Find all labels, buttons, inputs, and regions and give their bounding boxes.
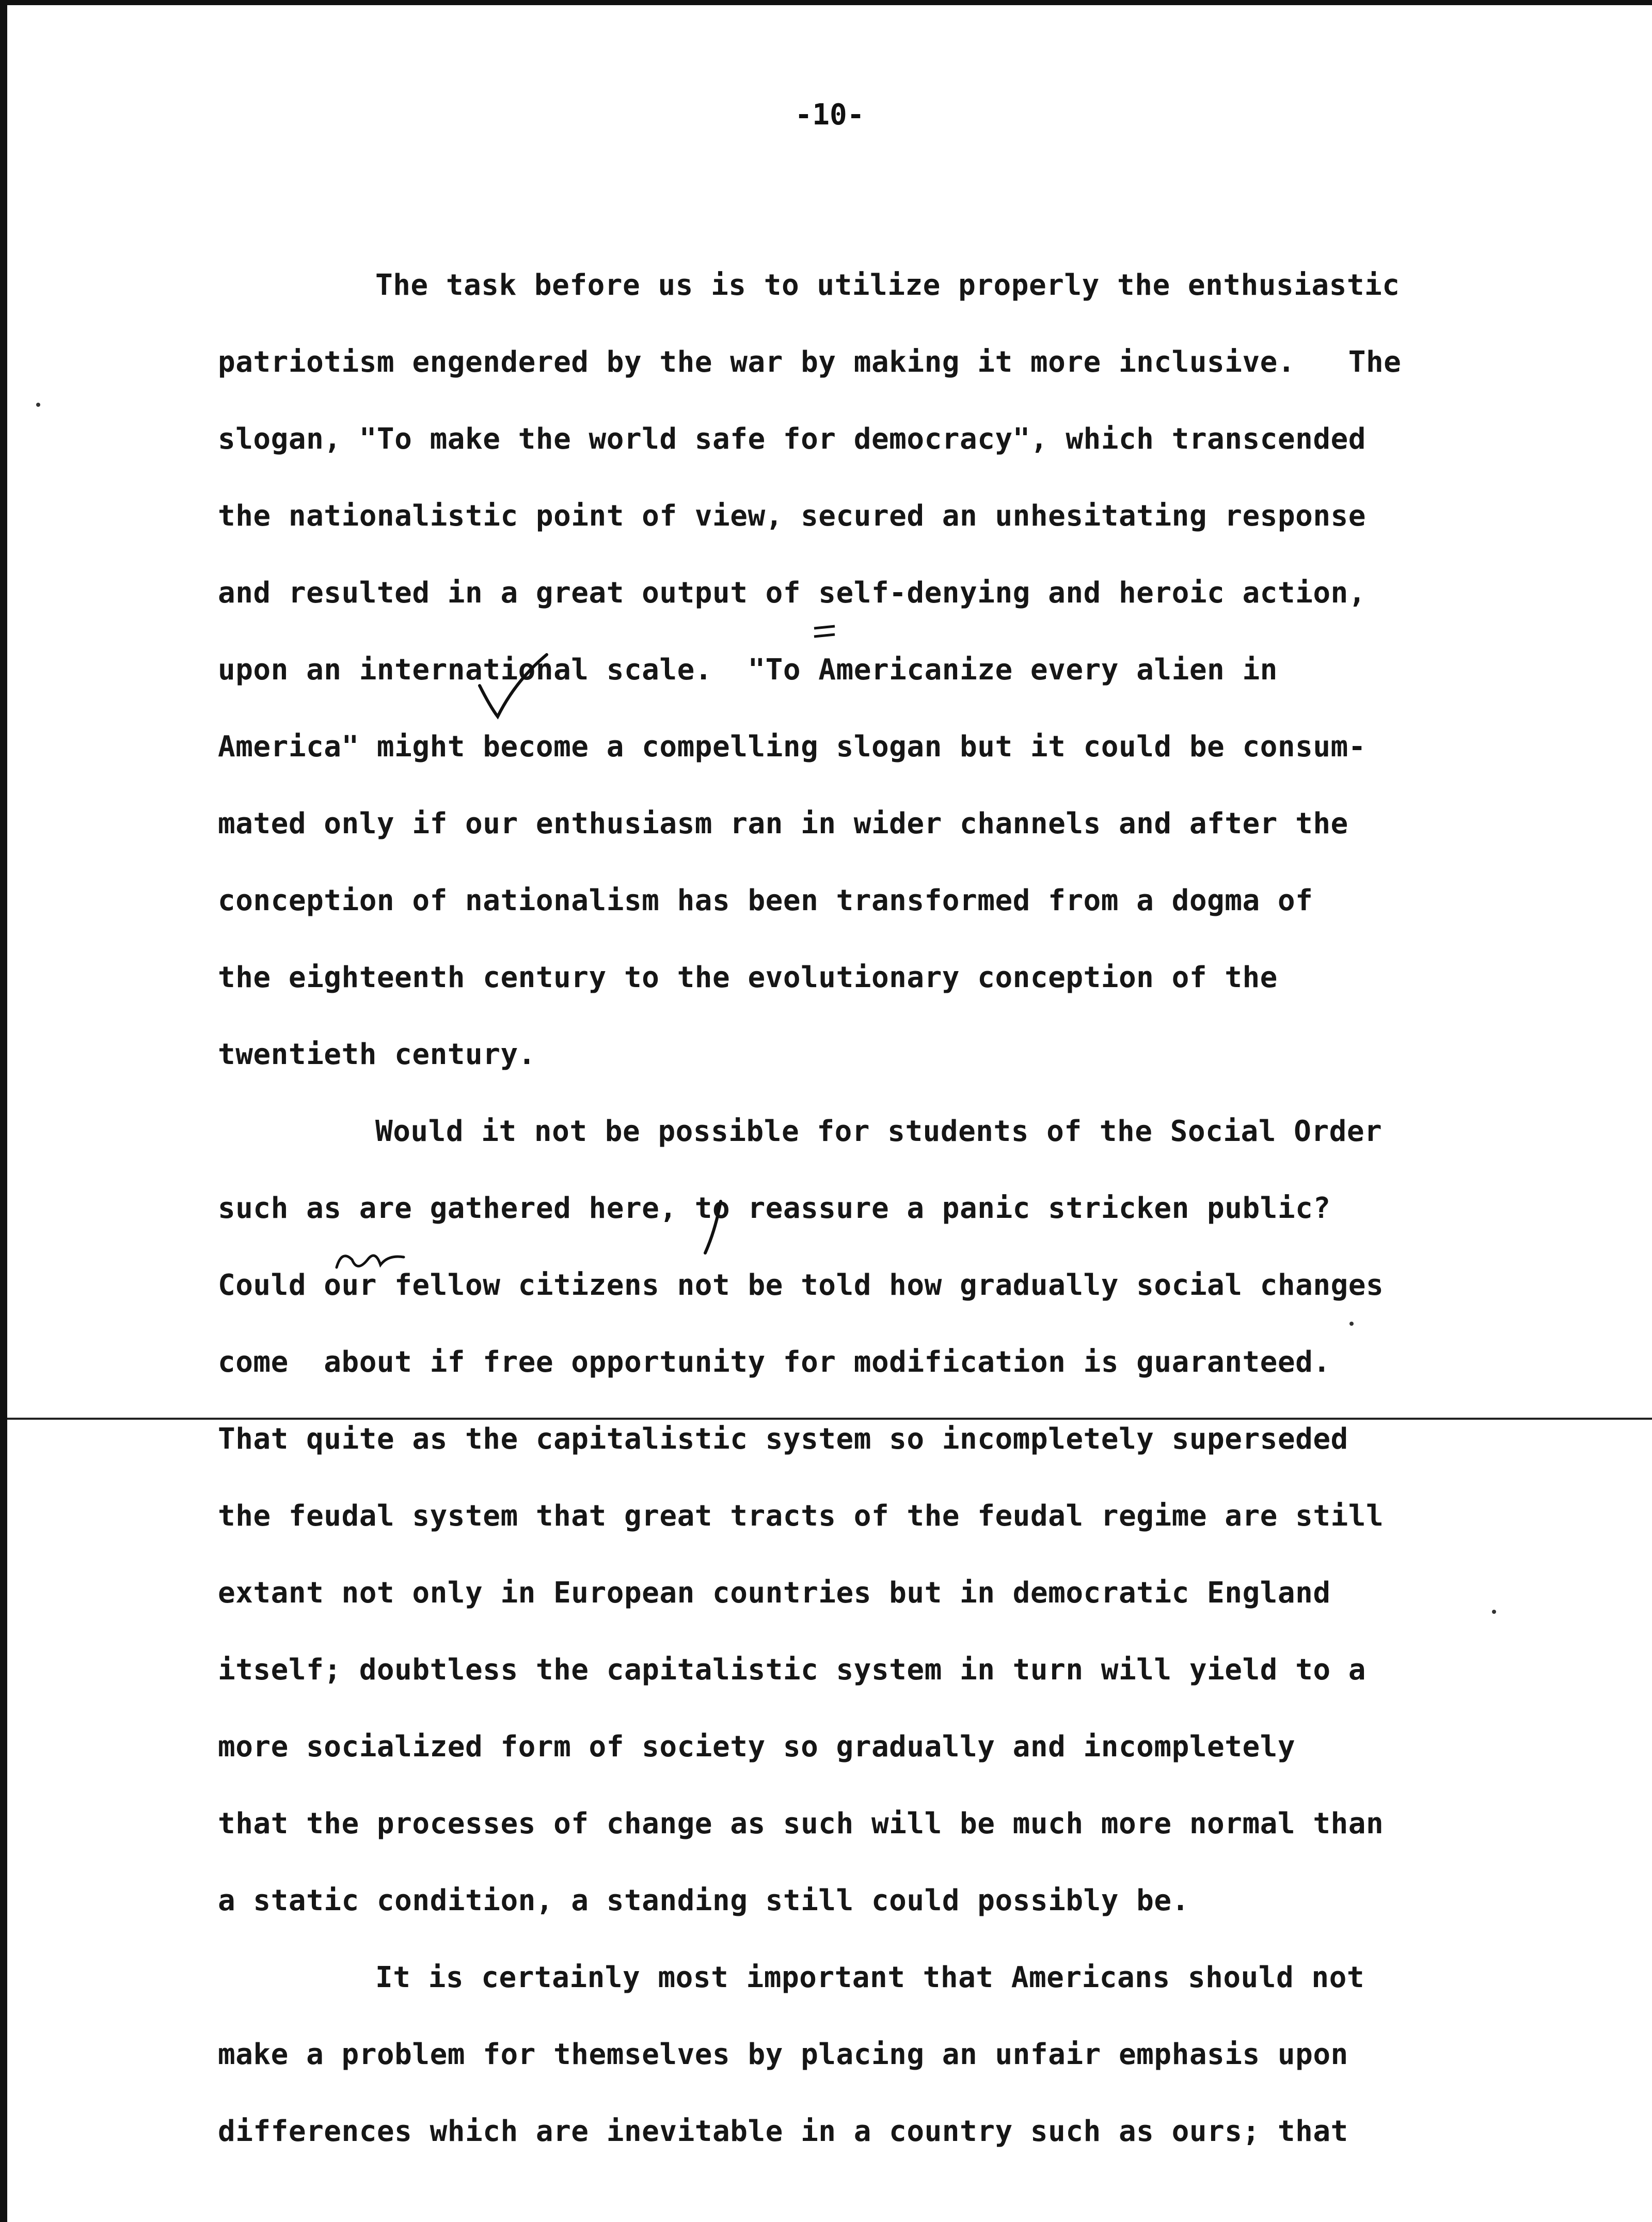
text-line: America" might become a compelling slogan but it could be consum- bbox=[218, 730, 1366, 764]
text-line: that the processes of change as such will be much more normal than bbox=[218, 1807, 1384, 1840]
handwritten-correction bbox=[331, 1244, 409, 1291]
handwritten-insert-mark bbox=[812, 622, 837, 643]
text-line: Would it not be possible for students of the Social Order bbox=[375, 1115, 1383, 1148]
text-line: extant not only in European countries but in democratic England bbox=[218, 1576, 1331, 1610]
text-line: patriotism engendered by the war by making it more inclusive. The bbox=[218, 345, 1402, 379]
text-line: upon an international scale. "To Americanize every alien in bbox=[218, 653, 1278, 687]
text-line: a static condition, a standing still could possibly be. bbox=[218, 1884, 1189, 1917]
handwritten-comma-mark bbox=[700, 1199, 731, 1256]
text-line: Could our fellow citizens not be told how gradually social changes bbox=[218, 1268, 1384, 1302]
text-line: mated only if our enthusiasm ran in wider channels and after the bbox=[218, 807, 1348, 840]
text-line: The task before us is to utilize properly the enthusiastic bbox=[375, 268, 1400, 302]
text-line: conception of nationalism has been transformed from a dogma of bbox=[218, 884, 1313, 917]
scan-speck bbox=[36, 403, 40, 407]
scan-speck bbox=[1492, 1610, 1496, 1614]
body-text bbox=[218, 247, 1539, 2170]
text-line: more socialized form of society so gradually and incompletely bbox=[218, 1730, 1296, 1764]
text-line: come about if free opportunity for modification is guaranteed. bbox=[218, 1345, 1331, 1379]
text-line: slogan, "To make the world safe for democracy", which transcended bbox=[218, 422, 1366, 456]
text-line: and resulted in a great output of self-denying and heroic action, bbox=[218, 576, 1366, 610]
text-line: twentieth century. bbox=[218, 1038, 536, 1071]
scan-border-top bbox=[7, 0, 1652, 5]
text-line: the eighteenth century to the evolutionary conception of the bbox=[218, 961, 1278, 994]
text-line: such as are gathered here, to reassure a panic stricken public? bbox=[218, 1192, 1331, 1225]
text-line: differences which are inevitable in a country such as ours; that bbox=[218, 2115, 1348, 2148]
handwritten-check-mark bbox=[474, 649, 552, 722]
text-line: make a problem for themselves by placing an unfair emphasis upon bbox=[218, 2038, 1348, 2071]
text-line: itself; doubtless the capitalistic system in turn will yield to a bbox=[218, 1653, 1366, 1687]
text-line: the feudal system that great tracts of the feudal regime are still bbox=[218, 1499, 1384, 1533]
page-number: -10- bbox=[795, 98, 865, 132]
text-line: the nationalistic point of view, secured an unhesitating response bbox=[218, 499, 1366, 533]
text-line: That quite as the capitalistic system so incompletely superseded bbox=[218, 1422, 1348, 1456]
scan-speck bbox=[1349, 1322, 1354, 1326]
text-line: It is certainly most important that Americans should not bbox=[375, 1961, 1365, 1994]
